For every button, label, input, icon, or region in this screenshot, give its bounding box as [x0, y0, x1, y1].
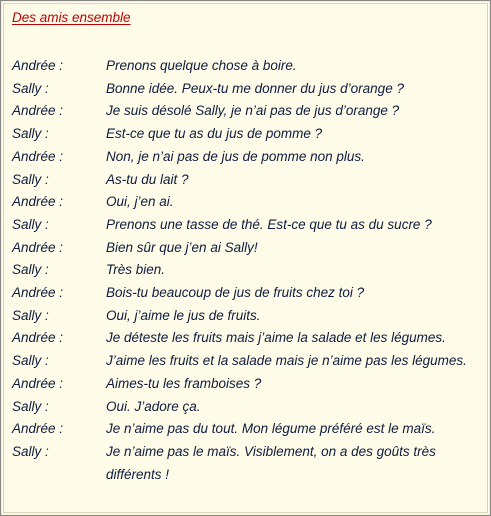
dialogue-line	[12, 396, 482, 419]
speaker-name: Andrée :	[12, 194, 64, 210]
dialogue-line	[12, 214, 482, 237]
speaker-name: Sally :	[12, 307, 49, 323]
line-text: Je suis désolé Sally, je n’ai pas de jus d’orange ?	[106, 103, 400, 119]
dialogue-line	[12, 237, 482, 260]
line-text: Aimes-tu les framboises ?	[106, 375, 262, 391]
line-text: Je déteste les fruits mais j’aime la salade et les légumes.	[106, 330, 446, 346]
speaker-name: Andrée :	[12, 421, 64, 437]
dialogue-line	[12, 327, 482, 350]
dialogue-line	[12, 350, 482, 373]
speaker-name: Andrée :	[12, 148, 64, 164]
dialogue-line	[12, 259, 482, 282]
line-text: Prenons une tasse de thé. Est-ce que tu as du sucre ?	[106, 216, 432, 232]
speaker-name: Sally :	[12, 262, 49, 278]
line-text: Oui, j’en ai.	[106, 194, 174, 210]
line-text: Prenons quelque chose à boire.	[106, 58, 297, 73]
dialogue-line	[12, 282, 482, 305]
dialogue-line	[12, 418, 482, 441]
speaker-name: Andrée :	[12, 375, 64, 391]
dialogue-line	[12, 100, 482, 123]
dialogue-line	[12, 55, 482, 78]
line-text: Je n’aime pas le maïs. Visiblement, on a des goûts très différents !	[106, 443, 436, 482]
speaker-name: Andrée :	[12, 103, 64, 119]
speaker-name: Sally :	[12, 443, 49, 459]
speaker-name: Sally :	[12, 216, 49, 232]
line-text: Bonne idée. Peux-tu me donner du jus d’orange ?	[106, 80, 404, 96]
speaker-name: Andrée :	[12, 330, 64, 346]
speaker-name: Sally :	[12, 171, 49, 187]
line-text: Oui. J’adore ça.	[106, 398, 201, 414]
speaker-name: Sally :	[12, 80, 49, 96]
line-text: Bien sûr que j’en ai Sally!	[106, 239, 258, 255]
line-text: Bois-tu beaucoup de jus de fruits chez toi ?	[106, 285, 365, 301]
line-text: Est-ce que tu as du jus de pomme ?	[106, 126, 323, 142]
dialogue-line	[12, 373, 482, 396]
speaker-name: Andrée :	[12, 58, 64, 73]
speaker-name: Andrée :	[12, 239, 64, 255]
line-text: J’aime les fruits et la salade mais je n’aime pas les légumes.	[106, 353, 467, 369]
dialogue-line	[12, 123, 482, 146]
line-text: Je n’aime pas du tout. Mon légume préféré est le maïs.	[106, 421, 436, 437]
line-text: Non, je n’ai pas de jus de pomme non plus.	[106, 148, 365, 164]
dialogue-lines	[12, 55, 482, 486]
dialogue-line	[12, 169, 482, 192]
line-text: Oui, j’aime le jus de fruits.	[106, 307, 261, 323]
speaker-name: Sally :	[12, 398, 49, 414]
line-text: As-tu du lait ?	[106, 171, 189, 187]
dialogue-line	[12, 78, 482, 101]
dialogue-line	[12, 146, 482, 169]
speaker-name: Sally :	[12, 126, 49, 142]
speaker-name: Andrée :	[12, 285, 64, 301]
dialogue-title: Des amis ensemble	[12, 10, 131, 25]
speaker-name: Sally :	[12, 353, 49, 369]
dialogue-line	[12, 441, 482, 486]
dialogue-line	[12, 305, 482, 328]
dialogue-line	[12, 191, 482, 214]
line-text: Très bien.	[106, 262, 166, 278]
